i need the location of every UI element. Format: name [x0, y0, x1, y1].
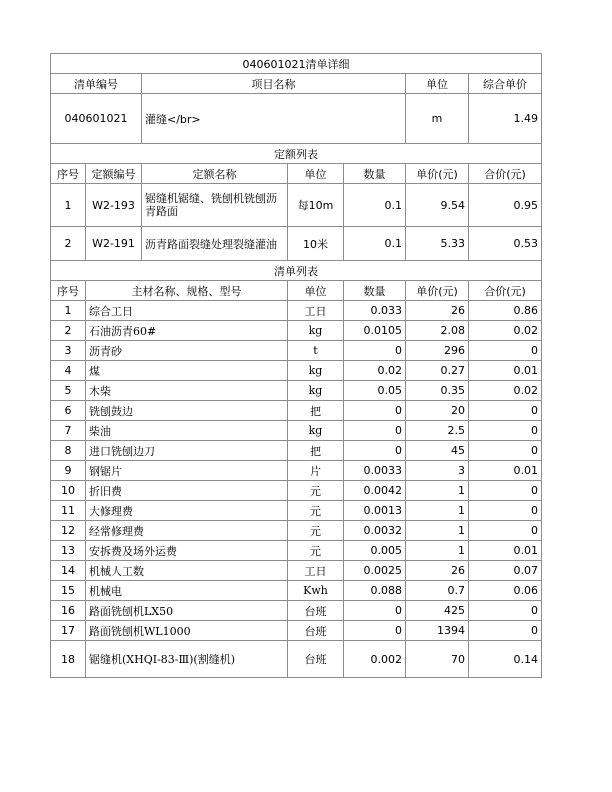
material-unit-price: 1 — [406, 501, 469, 521]
material-total: 0.01 — [469, 461, 542, 481]
material-seq: 1 — [51, 301, 86, 321]
material-total: 0.01 — [469, 361, 542, 381]
bill-name-header: 项目名称 — [142, 74, 406, 94]
material-unit: kg — [288, 361, 344, 381]
material-name: 安拆费及场外运费 — [86, 541, 288, 561]
material-seq: 17 — [51, 621, 86, 641]
material-unit-price: 0.27 — [406, 361, 469, 381]
quota-row — [51, 227, 542, 261]
material-seq: 7 — [51, 421, 86, 441]
material-unit-price: 45 — [406, 441, 469, 461]
material-name: 进口铣刨边刀 — [86, 441, 288, 461]
material-unit-price: 1 — [406, 521, 469, 541]
material-row — [51, 401, 542, 421]
quota-seq-header: 序号 — [51, 164, 86, 184]
bill-unit: m — [406, 94, 469, 144]
material-qty: 0.088 — [344, 581, 406, 601]
material-unit-price: 20 — [406, 401, 469, 421]
material-row — [51, 601, 542, 621]
material-unit: 台班 — [288, 641, 344, 678]
table-title: 040601021清单详细 — [51, 54, 542, 74]
material-row — [51, 481, 542, 501]
bill-name: 灌缝</br> — [142, 94, 406, 144]
material-total: 0 — [469, 621, 542, 641]
material-qty: 0.0033 — [344, 461, 406, 481]
material-unit: t — [288, 341, 344, 361]
bill-unit-header: 单位 — [406, 74, 469, 94]
material-row — [51, 581, 542, 601]
material-unit: 元 — [288, 481, 344, 501]
quota-total: 0.53 — [469, 227, 542, 261]
quota-qty-header: 数量 — [344, 164, 406, 184]
quota-code: W2-193 — [86, 184, 142, 227]
material-qty: 0.002 — [344, 641, 406, 678]
quota-name-header: 定额名称 — [142, 164, 288, 184]
material-total: 0 — [469, 341, 542, 361]
material-name: 石油沥青60# — [86, 321, 288, 341]
material-total: 0 — [469, 601, 542, 621]
quota-section-title: 定额列表 — [51, 144, 542, 164]
quota-unit-price: 9.54 — [406, 184, 469, 227]
material-unit: 元 — [288, 541, 344, 561]
material-unit-header: 单位 — [288, 281, 344, 301]
quota-name: 沥青路面裂缝处理裂缝灌油 — [142, 227, 288, 261]
material-total: 0 — [469, 401, 542, 421]
material-name: 锯缝机(XHQI-83-Ⅲ)(割缝机) — [86, 641, 288, 678]
material-name: 铣刨鼓边 — [86, 401, 288, 421]
material-unit: 台班 — [288, 601, 344, 621]
quota-unit: 每10m — [288, 184, 344, 227]
material-unit-price: 3 — [406, 461, 469, 481]
quota-code-header: 定额编号 — [86, 164, 142, 184]
material-qty: 0.02 — [344, 361, 406, 381]
material-row — [51, 521, 542, 541]
material-unit: 台班 — [288, 621, 344, 641]
material-unit-price: 0.35 — [406, 381, 469, 401]
material-unit-price: 0.7 — [406, 581, 469, 601]
material-seq-header: 序号 — [51, 281, 86, 301]
material-total: 0.14 — [469, 641, 542, 678]
material-total: 0.06 — [469, 581, 542, 601]
bill-code-header: 清单编号 — [51, 74, 142, 94]
material-unit-price: 425 — [406, 601, 469, 621]
material-unit-price: 1 — [406, 481, 469, 501]
material-unit: 元 — [288, 501, 344, 521]
material-seq: 9 — [51, 461, 86, 481]
material-total: 0.02 — [469, 321, 542, 341]
material-unit: kg — [288, 381, 344, 401]
material-unit-price: 1394 — [406, 621, 469, 641]
material-unit: Kwh — [288, 581, 344, 601]
material-qty: 0.0013 — [344, 501, 406, 521]
material-unit: 片 — [288, 461, 344, 481]
material-row — [51, 381, 542, 401]
material-total: 0 — [469, 501, 542, 521]
material-row — [51, 421, 542, 441]
quota-total: 0.95 — [469, 184, 542, 227]
material-total: 0 — [469, 421, 542, 441]
material-qty: 0.005 — [344, 541, 406, 561]
material-name: 折旧费 — [86, 481, 288, 501]
material-name: 路面铣刨机LX50 — [86, 601, 288, 621]
material-qty-header: 数量 — [344, 281, 406, 301]
quota-name: 锯缝机锯缝、铣刨机铣刨沥青路面 — [142, 184, 288, 227]
material-unit: 把 — [288, 441, 344, 461]
bill-price: 1.49 — [469, 94, 542, 144]
material-unit-price: 2.5 — [406, 421, 469, 441]
material-row — [51, 561, 542, 581]
material-unit: 元 — [288, 521, 344, 541]
quota-qty: 0.1 — [344, 184, 406, 227]
material-seq: 8 — [51, 441, 86, 461]
material-qty: 0.0025 — [344, 561, 406, 581]
material-seq: 16 — [51, 601, 86, 621]
material-name: 钢锯片 — [86, 461, 288, 481]
quota-row — [51, 184, 542, 227]
bill-code: 040601021 — [51, 94, 142, 144]
material-seq: 6 — [51, 401, 86, 421]
material-total: 0 — [469, 521, 542, 541]
material-qty: 0 — [344, 601, 406, 621]
material-row — [51, 301, 542, 321]
material-name: 煤 — [86, 361, 288, 381]
material-name: 综合工日 — [86, 301, 288, 321]
material-unit: 工日 — [288, 301, 344, 321]
material-row — [51, 361, 542, 381]
material-name: 机械人工数 — [86, 561, 288, 581]
material-row — [51, 621, 542, 641]
material-total: 0 — [469, 481, 542, 501]
quota-unit-price-header: 单价(元) — [406, 164, 469, 184]
material-qty: 0.0105 — [344, 321, 406, 341]
material-total: 0.07 — [469, 561, 542, 581]
material-name: 机械电 — [86, 581, 288, 601]
material-qty: 0 — [344, 621, 406, 641]
material-seq: 11 — [51, 501, 86, 521]
material-total: 0.02 — [469, 381, 542, 401]
material-row — [51, 341, 542, 361]
material-name: 经常修理费 — [86, 521, 288, 541]
material-qty: 0.0042 — [344, 481, 406, 501]
material-seq: 2 — [51, 321, 86, 341]
material-name: 沥青砂 — [86, 341, 288, 361]
material-name: 大修理费 — [86, 501, 288, 521]
material-total: 0.86 — [469, 301, 542, 321]
material-unit-price: 70 — [406, 641, 469, 678]
material-unit-price: 1 — [406, 541, 469, 561]
quota-qty: 0.1 — [344, 227, 406, 261]
quota-total-header: 合价(元) — [469, 164, 542, 184]
material-seq: 4 — [51, 361, 86, 381]
material-qty: 0.033 — [344, 301, 406, 321]
material-unit: kg — [288, 321, 344, 341]
material-qty: 0 — [344, 421, 406, 441]
bill-detail-table — [50, 53, 542, 678]
material-unit: 把 — [288, 401, 344, 421]
material-unit-price: 2.08 — [406, 321, 469, 341]
material-unit: 工日 — [288, 561, 344, 581]
material-seq: 13 — [51, 541, 86, 561]
quota-code: W2-191 — [86, 227, 142, 261]
material-unit-price: 26 — [406, 301, 469, 321]
material-seq: 12 — [51, 521, 86, 541]
material-unit-price: 26 — [406, 561, 469, 581]
material-qty: 0 — [344, 401, 406, 421]
material-name: 路面铣刨机WL1000 — [86, 621, 288, 641]
quota-unit-header: 单位 — [288, 164, 344, 184]
material-row — [51, 321, 542, 341]
quota-seq: 1 — [51, 184, 86, 227]
material-row — [51, 441, 542, 461]
material-seq: 5 — [51, 381, 86, 401]
material-row — [51, 541, 542, 561]
material-unit: kg — [288, 421, 344, 441]
quota-seq: 2 — [51, 227, 86, 261]
material-qty: 0 — [344, 341, 406, 361]
material-unit-price: 296 — [406, 341, 469, 361]
material-qty: 0.0032 — [344, 521, 406, 541]
quota-unit-price: 5.33 — [406, 227, 469, 261]
material-qty: 0.05 — [344, 381, 406, 401]
material-row — [51, 461, 542, 481]
material-name: 柴油 — [86, 421, 288, 441]
bill-price-header: 综合单价 — [469, 74, 542, 94]
material-total-header: 合价(元) — [469, 281, 542, 301]
material-row — [51, 501, 542, 521]
quota-unit: 10米 — [288, 227, 344, 261]
material-seq: 15 — [51, 581, 86, 601]
material-row — [51, 641, 542, 678]
material-seq: 14 — [51, 561, 86, 581]
material-section-title: 清单列表 — [51, 261, 542, 281]
material-total: 0.01 — [469, 541, 542, 561]
material-seq: 18 — [51, 641, 86, 678]
material-seq: 10 — [51, 481, 86, 501]
material-qty: 0 — [344, 441, 406, 461]
material-name: 木柴 — [86, 381, 288, 401]
material-unit-price-header: 单价(元) — [406, 281, 469, 301]
material-name-header: 主材名称、规格、型号 — [86, 281, 288, 301]
material-seq: 3 — [51, 341, 86, 361]
material-total: 0 — [469, 441, 542, 461]
